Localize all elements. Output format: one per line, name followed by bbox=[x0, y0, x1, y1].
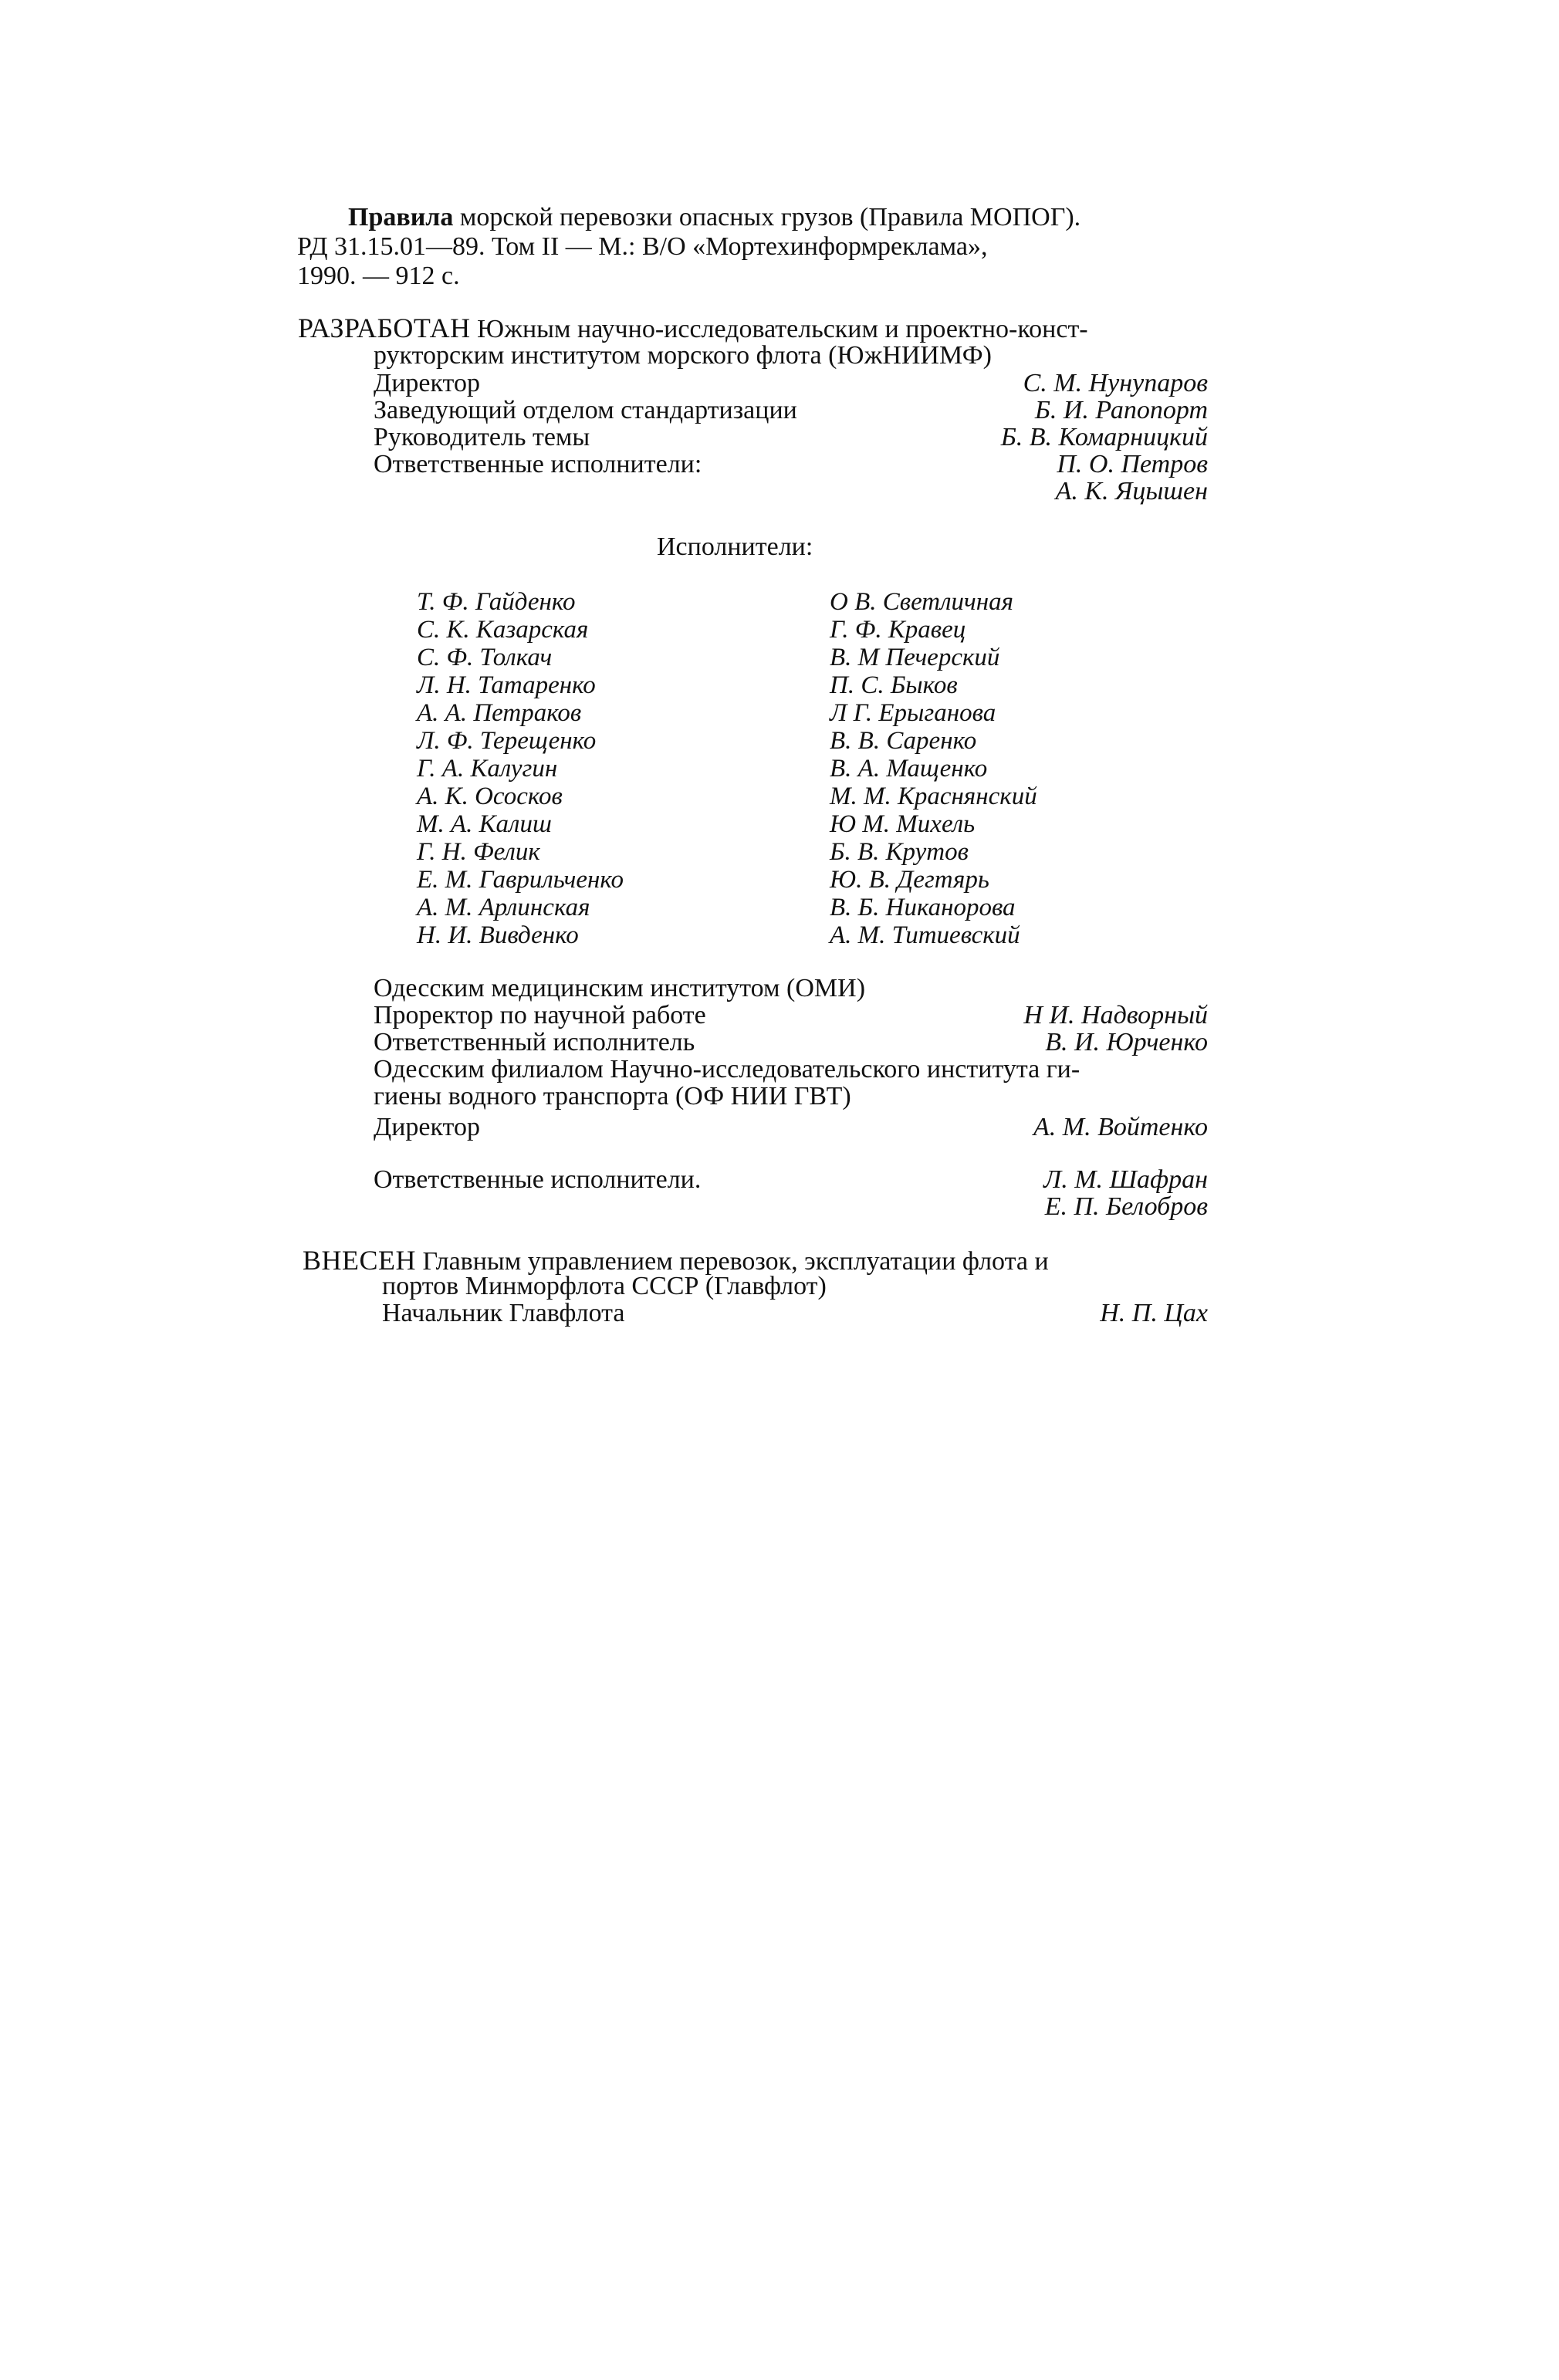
biblio-line-2: РД 31.15.01—89. Том II — М.: В/О «Мортехинформреклама», bbox=[297, 232, 988, 261]
executor-name: Н. И. Вивденко bbox=[417, 921, 579, 949]
introduced-text-2: портов Минморфлота СССР (Главфлот) bbox=[382, 1272, 827, 1300]
omi-role-title: Ответственный исполнитель bbox=[374, 1028, 695, 1056]
ofnii-director-title: Директор bbox=[374, 1113, 480, 1141]
developed-key: РАЗРАБОТАН bbox=[298, 313, 471, 343]
executor-name: С. К. Казарская bbox=[417, 616, 589, 644]
developed-role-name: Б. В. Комарницкий bbox=[1000, 423, 1208, 451]
developed-line-1 bbox=[298, 312, 1088, 344]
introduced-chief-title: Начальник Главфлота bbox=[382, 1299, 625, 1327]
executor-name: В. В. Саренко bbox=[830, 727, 977, 755]
executor-name: Г. А. Калугин bbox=[417, 755, 558, 783]
introduced-key: ВНЕСЕН bbox=[303, 1245, 416, 1276]
executor-name: Т. Ф. Гайденко bbox=[417, 588, 576, 616]
executor-name: А. К. Ососков bbox=[417, 783, 563, 810]
executor-name: В. Б. Никанорова bbox=[830, 894, 1016, 921]
omi-role-name: В. И. Юрченко bbox=[1045, 1028, 1208, 1056]
executors-left-column bbox=[417, 588, 624, 949]
developed-role-name: С. М. Нунупаров bbox=[1023, 369, 1208, 397]
executor-name: В. А. Мащенко bbox=[830, 755, 988, 783]
biblio-title-rest: морской перевозки опасных грузов (Правила МОПОГ). bbox=[459, 203, 1081, 232]
executor-name: М. М. Краснянский bbox=[830, 783, 1037, 810]
omi-role-title: Проректор по научной работе bbox=[374, 1001, 706, 1029]
developed-role-title: Ответственные исполнители: bbox=[374, 450, 702, 478]
omi-role-name: Н И. Надворный bbox=[1023, 1001, 1208, 1029]
executor-name: А. М. Титиевский bbox=[830, 921, 1020, 949]
developed-text-1: Южным научно-исследовательским и проектно-конст- bbox=[477, 315, 1088, 343]
executor-name: О В. Светличная bbox=[830, 588, 1013, 616]
executor-name: Л. Н. Татаренко bbox=[417, 671, 596, 699]
ofnii-director-name: А. М. Войтенко bbox=[1033, 1113, 1208, 1141]
executor-name: А. А. Петраков bbox=[417, 699, 582, 727]
developed-text-2: рукторским институтом морского флота (ЮжНИИМФ) bbox=[374, 341, 992, 370]
introduced-chief-name: Н. П. Цах bbox=[1100, 1299, 1208, 1327]
executor-name: П. С. Быков bbox=[830, 671, 958, 699]
ofnii-text-1: Одесским филиалом Научно-исследовательского института ги- bbox=[374, 1055, 1080, 1084]
executor-name: А. М. Арлинская bbox=[417, 894, 590, 921]
introduced-text-1: Главным управлением перевозок, эксплуатации флота и bbox=[422, 1247, 1049, 1276]
executor-name: Г. Ф. Кравец bbox=[830, 616, 966, 644]
executor-name: С. Ф. Толкач bbox=[417, 644, 553, 671]
executor-name: Ю. В. Дегтярь bbox=[830, 866, 989, 894]
executor-name: Б. В. Крутов bbox=[830, 838, 969, 866]
executor-name: М. А. Калиш bbox=[417, 810, 552, 838]
developed-role-title: Заведующий отделом стандартизации bbox=[374, 396, 797, 424]
executor-name: Е. М. Гаврильченко bbox=[417, 866, 624, 894]
developed-role-name: А. К. Яцышен bbox=[1055, 477, 1208, 505]
ofnii-text-2: гиены водного транспорта (ОФ НИИ ГВТ) bbox=[374, 1082, 851, 1111]
biblio-line-1 bbox=[348, 204, 1080, 232]
executor-name: Ю М. Михель bbox=[830, 810, 976, 838]
developed-role-title: Директор bbox=[374, 369, 480, 397]
biblio-line-3: 1990. — 912 с. bbox=[297, 262, 460, 290]
developed-role-name: П. О. Петров bbox=[1057, 450, 1208, 478]
executors-heading: Исполнители: bbox=[657, 532, 813, 561]
executor-name: Л Г. Ерыганова bbox=[830, 699, 996, 727]
executor-name: Л. Ф. Терещенко bbox=[417, 727, 597, 755]
omi-line: Одесским медицинским институтом (ОМИ) bbox=[374, 974, 866, 1002]
ofnii-resp-title: Ответственные исполнители. bbox=[374, 1165, 702, 1194]
developed-role-title: Руководитель темы bbox=[374, 423, 590, 451]
executors-right-column bbox=[830, 588, 1037, 949]
biblio-title-bold: Правила bbox=[348, 203, 454, 232]
executor-name: В. М Печерский bbox=[830, 644, 1000, 671]
developed-role-name: Б. И. Рапопорт bbox=[1034, 396, 1208, 424]
ofnii-resp-name: Е. П. Белобров bbox=[1044, 1192, 1208, 1221]
ofnii-resp-name: Л. М. Шафран bbox=[1043, 1165, 1208, 1194]
executor-name: Г. Н. Фелик bbox=[417, 838, 540, 866]
